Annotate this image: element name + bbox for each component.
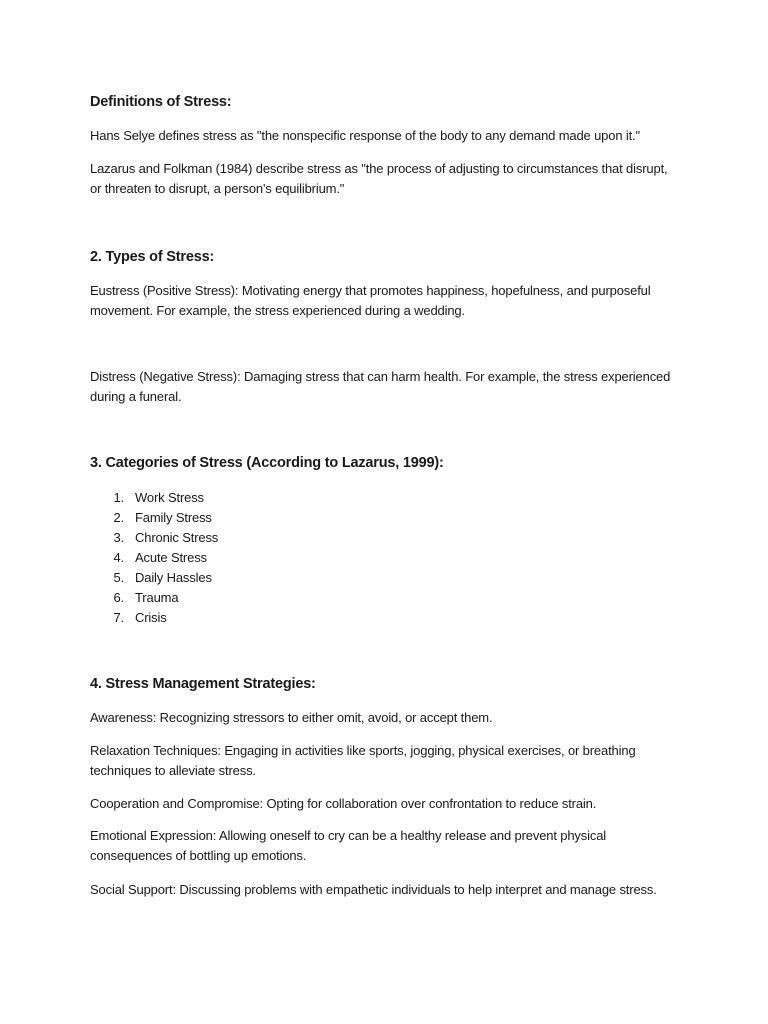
list-item-number: 3. [113, 530, 124, 545]
definitions-heading: Definitions of Stress: [90, 94, 232, 110]
strategy-emotional-expression: Emotional Expression: Allowing oneself to cry can be a healthy release and prevent physical consequences of bottling up emotions. [90, 828, 607, 863]
type-eustress: Eustress (Positive Stress): Motivating energy that promotes happiness, hopefulness, and purposeful movement. For example, the stress experienced during a wedding. [90, 283, 651, 318]
list-item-text: Daily Hassles [135, 570, 212, 585]
list-item-text: Work Stress [135, 490, 204, 505]
list-item-number: 5. [113, 570, 124, 585]
list-item-text: Family Stress [135, 510, 212, 525]
strategy-awareness: Awareness: Recognizing stressors to either omit, avoid, or accept them. [90, 710, 493, 725]
strategies-heading: 4. Stress Management Strategies: [90, 676, 316, 692]
categories-heading: 3. Categories of Stress (According to Lazarus, 1999): [90, 455, 444, 471]
list-item-number: 7. [113, 610, 124, 625]
type-distress: Distress (Negative Stress): Damaging stress that can harm health. For example, the stress experienced during a funeral. [90, 369, 671, 404]
types-heading: 2. Types of Stress: [90, 249, 215, 265]
list-item-text: Acute Stress [135, 550, 207, 565]
list-item-text: Chronic Stress [135, 530, 219, 545]
definition-lazarus-folkman: Lazarus and Folkman (1984) describe stress as "the process of adjusting to circumstances that disrupt, or threaten to disrupt, a person's equilibrium." [90, 161, 668, 196]
list-item-number: 4. [113, 550, 124, 565]
definition-selye: Hans Selye defines stress as "the nonspecific response of the body to any demand made upon it." [90, 128, 640, 143]
list-item-number: 2. [113, 510, 124, 525]
strategy-social-support: Social Support: Discussing problems with empathetic individuals to help interpret and manage stress. [90, 882, 657, 897]
strategy-relaxation: Relaxation Techniques: Engaging in activities like sports, jogging, physical exercises, or breathing techniques to alleviate stress. [90, 743, 636, 778]
strategy-cooperation: Cooperation and Compromise: Opting for collaboration over confrontation to reduce strain. [90, 796, 597, 811]
list-item-number: 6. [113, 590, 124, 605]
list-item-number: 1. [113, 490, 124, 505]
list-item-text: Crisis [135, 610, 167, 625]
list-item-text: Trauma [135, 590, 179, 605]
